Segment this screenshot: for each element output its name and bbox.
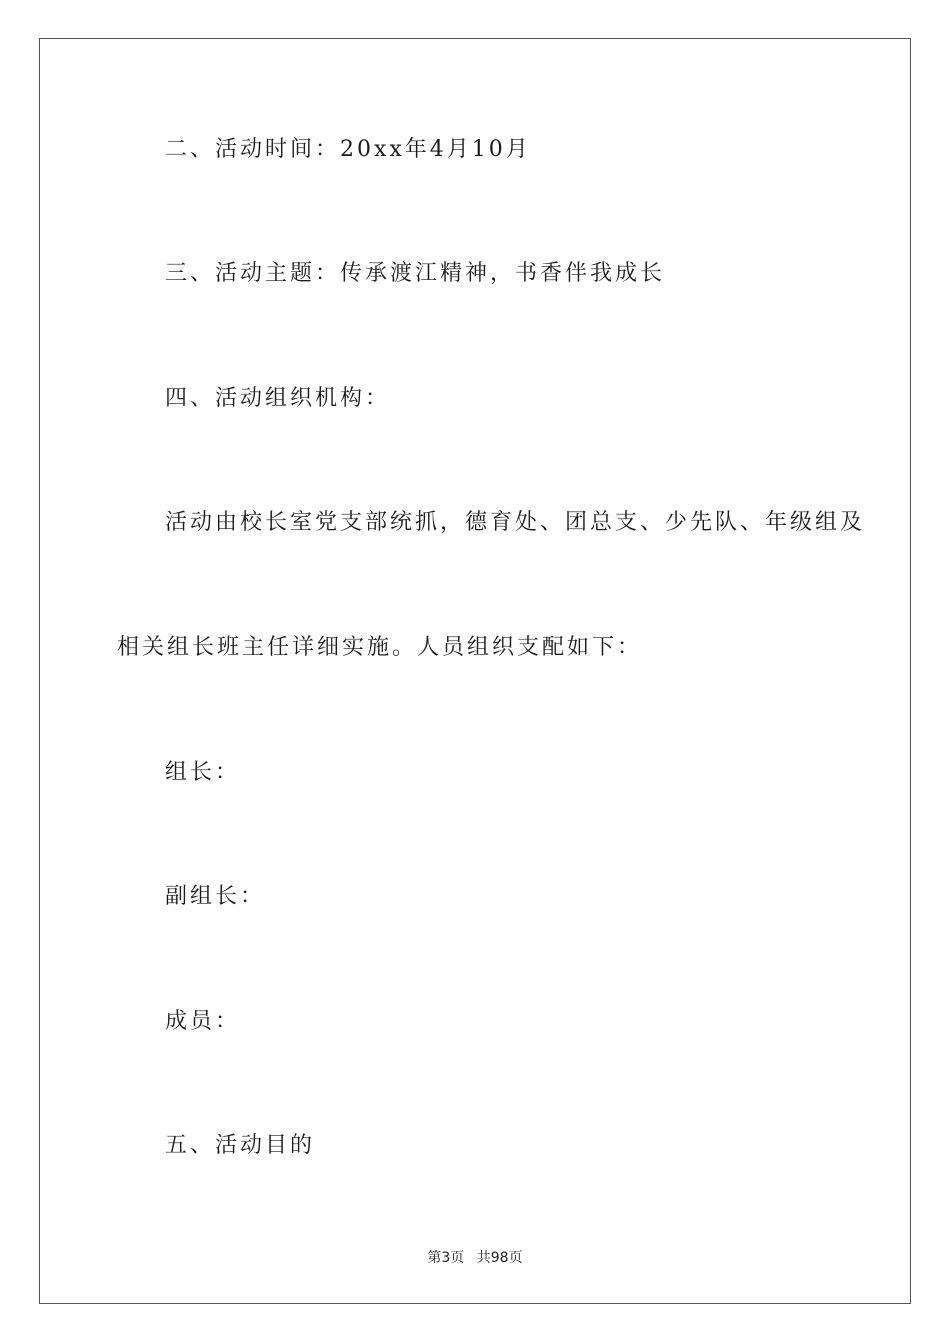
- section-five-activity-purpose: 五、活动目的: [165, 1133, 316, 1158]
- section-four-organization-heading: 四、活动组织机构：: [165, 386, 391, 411]
- organization-paragraph-line-1: 活动由校长室党支部统抓，德育处、团总支、少先队、年级组及: [165, 510, 866, 535]
- organization-paragraph-line-2: 相关组长班主任详细实施。人员组织支配如下：: [117, 635, 643, 660]
- leader-label: 组长：: [165, 760, 241, 785]
- section-three-activity-theme: 三、活动主题：传承渡江精神，书香伴我成长: [165, 261, 666, 286]
- page-footer: [0, 1247, 950, 1267]
- section-two-activity-time: 二、活动时间：20xx年4月10月: [165, 137, 531, 162]
- total-page-count: 共98页: [476, 1250, 523, 1266]
- page-border: [39, 38, 911, 1304]
- deputy-leader-label: 副组长：: [165, 884, 266, 909]
- members-label: 成员：: [165, 1009, 241, 1034]
- current-page-number: 第3页: [427, 1250, 465, 1266]
